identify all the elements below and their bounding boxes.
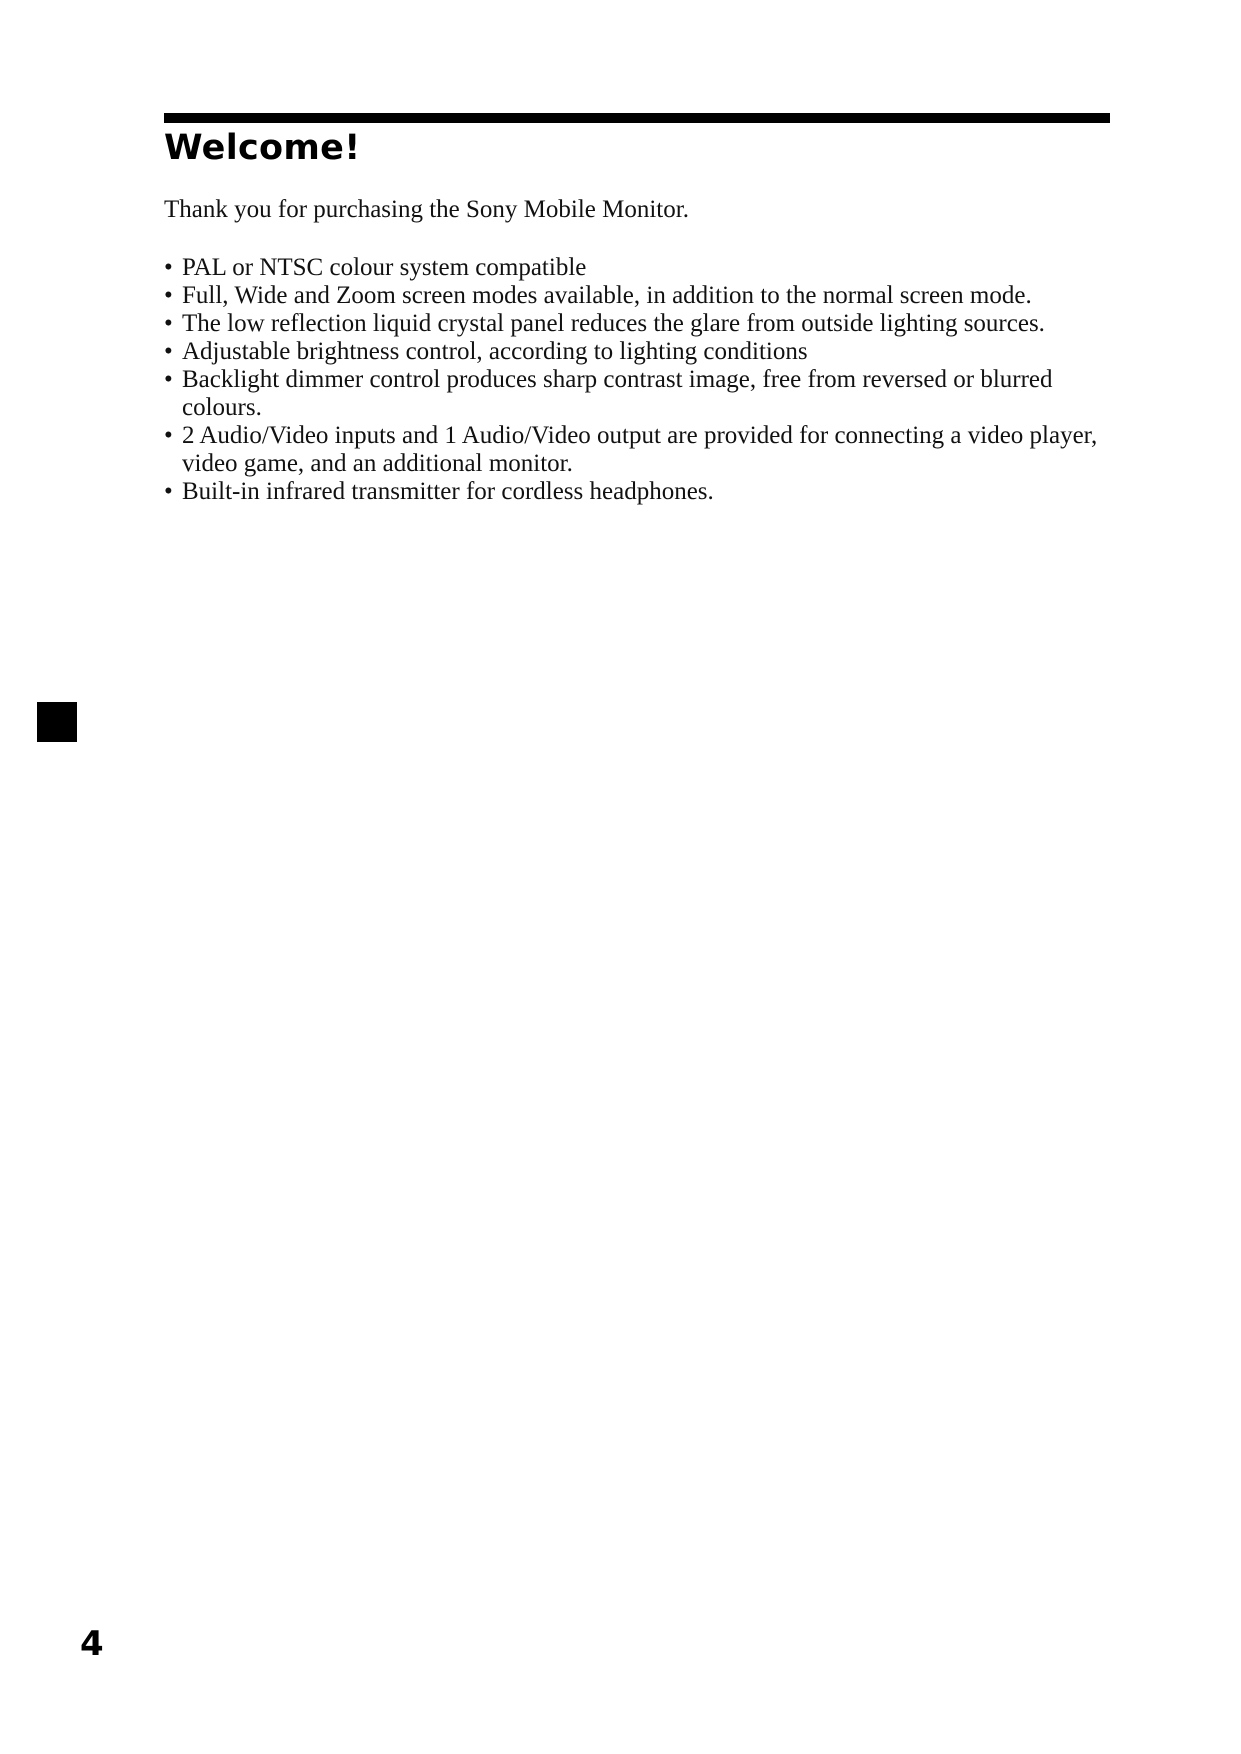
- section-tab-marker: [37, 702, 77, 742]
- title-rule: [164, 113, 1110, 123]
- feature-item: • 2 Audio/Video inputs and 1 Audio/Video output are provided for connecting a video player, video game, and an additional monitor.: [164, 422, 1104, 478]
- feature-item: • Full, Wide and Zoom screen modes available, in addition to the normal screen mode.: [164, 282, 1104, 310]
- feature-item: • Adjustable brightness control, according to lighting conditions: [164, 338, 1104, 366]
- feature-item: • The low reflection liquid crystal panel reduces the glare from outside lighting sources.: [164, 310, 1104, 338]
- page-title: Welcome!: [164, 128, 361, 168]
- feature-item: • Backlight dimmer control produces sharp contrast image, free from reversed or blurred colours.: [164, 366, 1104, 422]
- feature-item: • PAL or NTSC colour system compatible: [164, 254, 1104, 282]
- intro-text: Thank you for purchasing the Sony Mobile Monitor.: [164, 196, 689, 223]
- page-number: 4: [80, 1624, 104, 1664]
- feature-list: [164, 254, 1104, 506]
- feature-item: • Built-in infrared transmitter for cordless headphones.: [164, 478, 1104, 506]
